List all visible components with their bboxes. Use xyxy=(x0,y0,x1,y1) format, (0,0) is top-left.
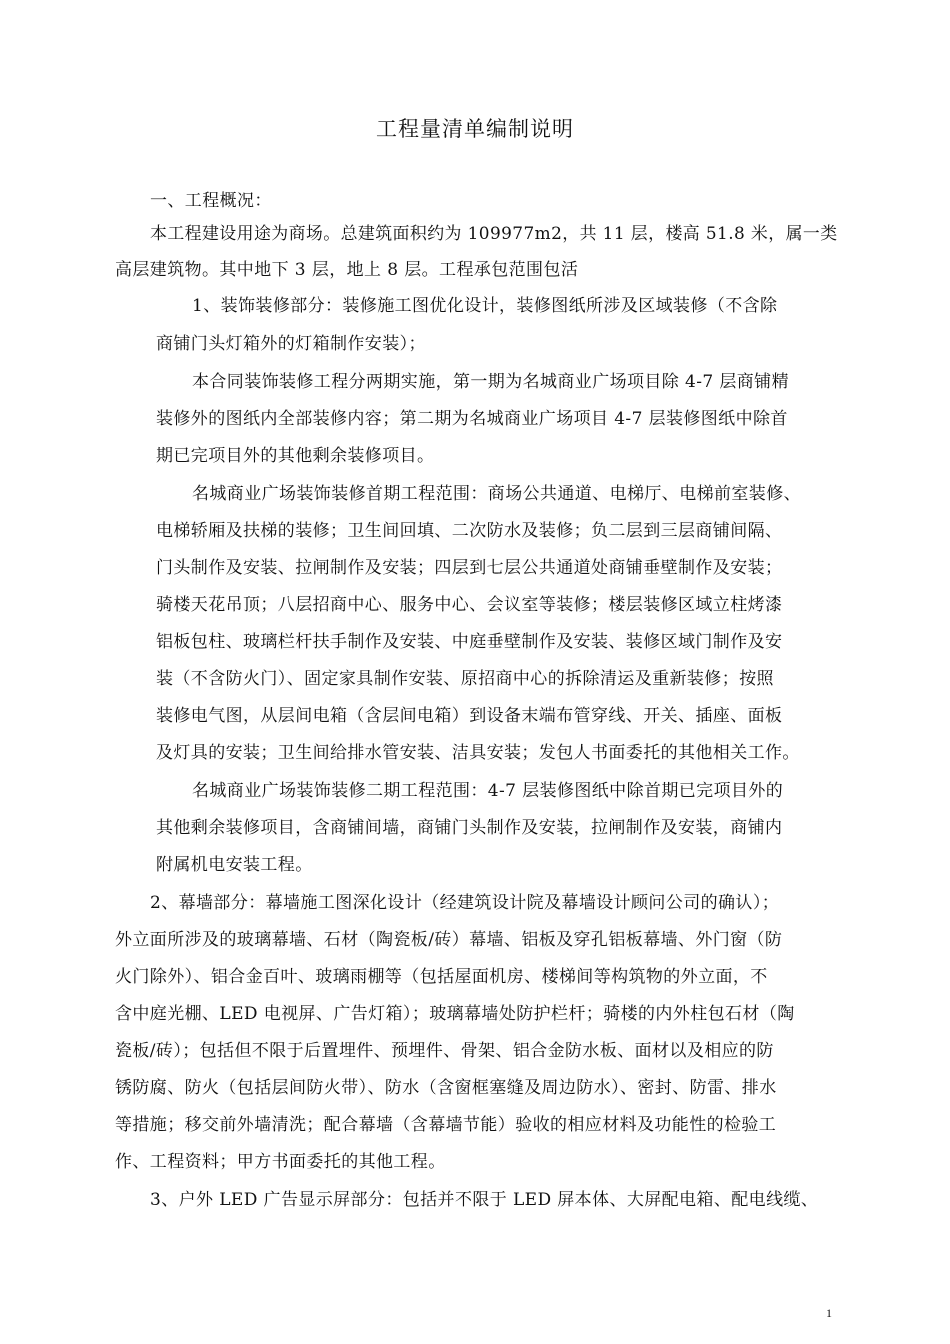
text-line: 名城商业广场装饰装修首期工程范围：商场公共通道、电梯厅、电梯前室装修、 xyxy=(192,484,801,504)
text-line: 名城商业广场装饰装修二期工程范围：4-7 层装修图纸中除首期已完项目外的 xyxy=(192,781,784,801)
text-line: 高层建筑物。其中地下 3 层，地上 8 层。工程承包范围包活 xyxy=(115,260,579,280)
text-line: 含中庭光棚、LED 电视屏、广告灯箱）；玻璃幕墙处防护栏杆；骑楼的内外柱包石材（陶 xyxy=(115,1004,795,1024)
page-number: 1 xyxy=(826,1306,832,1320)
document-title: 工程量清单编制说明 xyxy=(376,117,574,141)
text-line: 瓷板/砖）；包括但不限于后置埋件、预埋件、骨架、铝合金防水板、面材以及相应的防 xyxy=(115,1041,774,1061)
text-line: 等措施；移交前外墙清洗；配合幕墙（含幕墙节能）验收的相应材料及功能性的检验工 xyxy=(115,1115,777,1135)
text-line: 及灯具的安装；卫生间给排水管安装、洁具安装；发包人书面委托的其他相关工作。 xyxy=(156,743,800,763)
text-line: 装修电气图，从层间电箱（含层间电箱）到设备末端布管穿线、开关、插座、面板 xyxy=(156,706,783,726)
text-line: 作、工程资料；甲方书面委托的其他工程。 xyxy=(115,1152,446,1172)
text-line: 装修外的图纸内全部装修内容；第二期为名城商业广场项目 4-7 层装修图纸中除首 xyxy=(156,409,788,429)
text-line: 火门除外）、铝合金百叶、玻璃雨棚等（包括屋面机房、楼梯间等构筑物的外立面，不 xyxy=(115,967,768,987)
text-line: 装（不含防火门）、固定家具制作安装、原招商中心的拆除清运及重新装修；按照 xyxy=(156,669,774,689)
text-line: 本工程建设用途为商场。总建筑面积约为 109977m2，共 11 层，楼高 51.8 米，属一类 xyxy=(150,224,838,244)
text-line: 门头制作及安装、拉闸制作及安装；四层到七层公共通道处商铺垂壁制作及安装； xyxy=(156,558,783,578)
text-line: 期已完项目外的其他剩余装修项目。 xyxy=(156,446,435,466)
text-line: 电梯轿厢及扶梯的装修；卫生间回填、二次防水及装修；负二层到三层商铺间隔、 xyxy=(156,521,783,541)
text-line: 其他剩余装修项目，含商铺间墙，商铺门头制作及安装，拉闸制作及安装，商铺内 xyxy=(156,818,783,838)
text-line: 1、装饰装修部分：装修施工图优化设计，装修图纸所涉及区域装修（不含除 xyxy=(192,296,778,316)
text-line: 骑楼天花吊顶；八层招商中心、服务中心、会议室等装修；楼层装修区域立柱烤漆 xyxy=(156,595,783,615)
text-line: 铝板包柱、玻璃栏杆扶手制作及安装、中庭垂壁制作及安装、装修区域门制作及安 xyxy=(156,632,783,652)
text-line: 商铺门头灯箱外的灯箱制作安装）； xyxy=(156,334,426,354)
text-line: 锈防腐、防火（包括层间防火带）、防水（含窗框塞缝及周边防水）、密封、防雷、排水 xyxy=(115,1078,777,1098)
section-heading-overview: 一、工程概况： xyxy=(150,191,272,211)
text-line: 3、户外 LED 广告显示屏部分：包括并不限于 LED 屏本体、大屏配电箱、配电线缆、 xyxy=(150,1190,819,1210)
text-line: 本合同装饰装修工程分两期实施，第一期为名城商业广场项目除 4-7 层商铺精 xyxy=(192,372,789,392)
text-line: 外立面所涉及的玻璃幕墙、石材（陶瓷板/砖）幕墙、铝板及穿孔铝板幕墙、外门窗（防 xyxy=(115,930,783,950)
text-line: 附属机电安装工程。 xyxy=(156,855,313,875)
text-line: 2、幕墙部分：幕墙施工图深化设计（经建筑设计院及幕墙设计顾问公司的确认）； xyxy=(150,893,780,913)
